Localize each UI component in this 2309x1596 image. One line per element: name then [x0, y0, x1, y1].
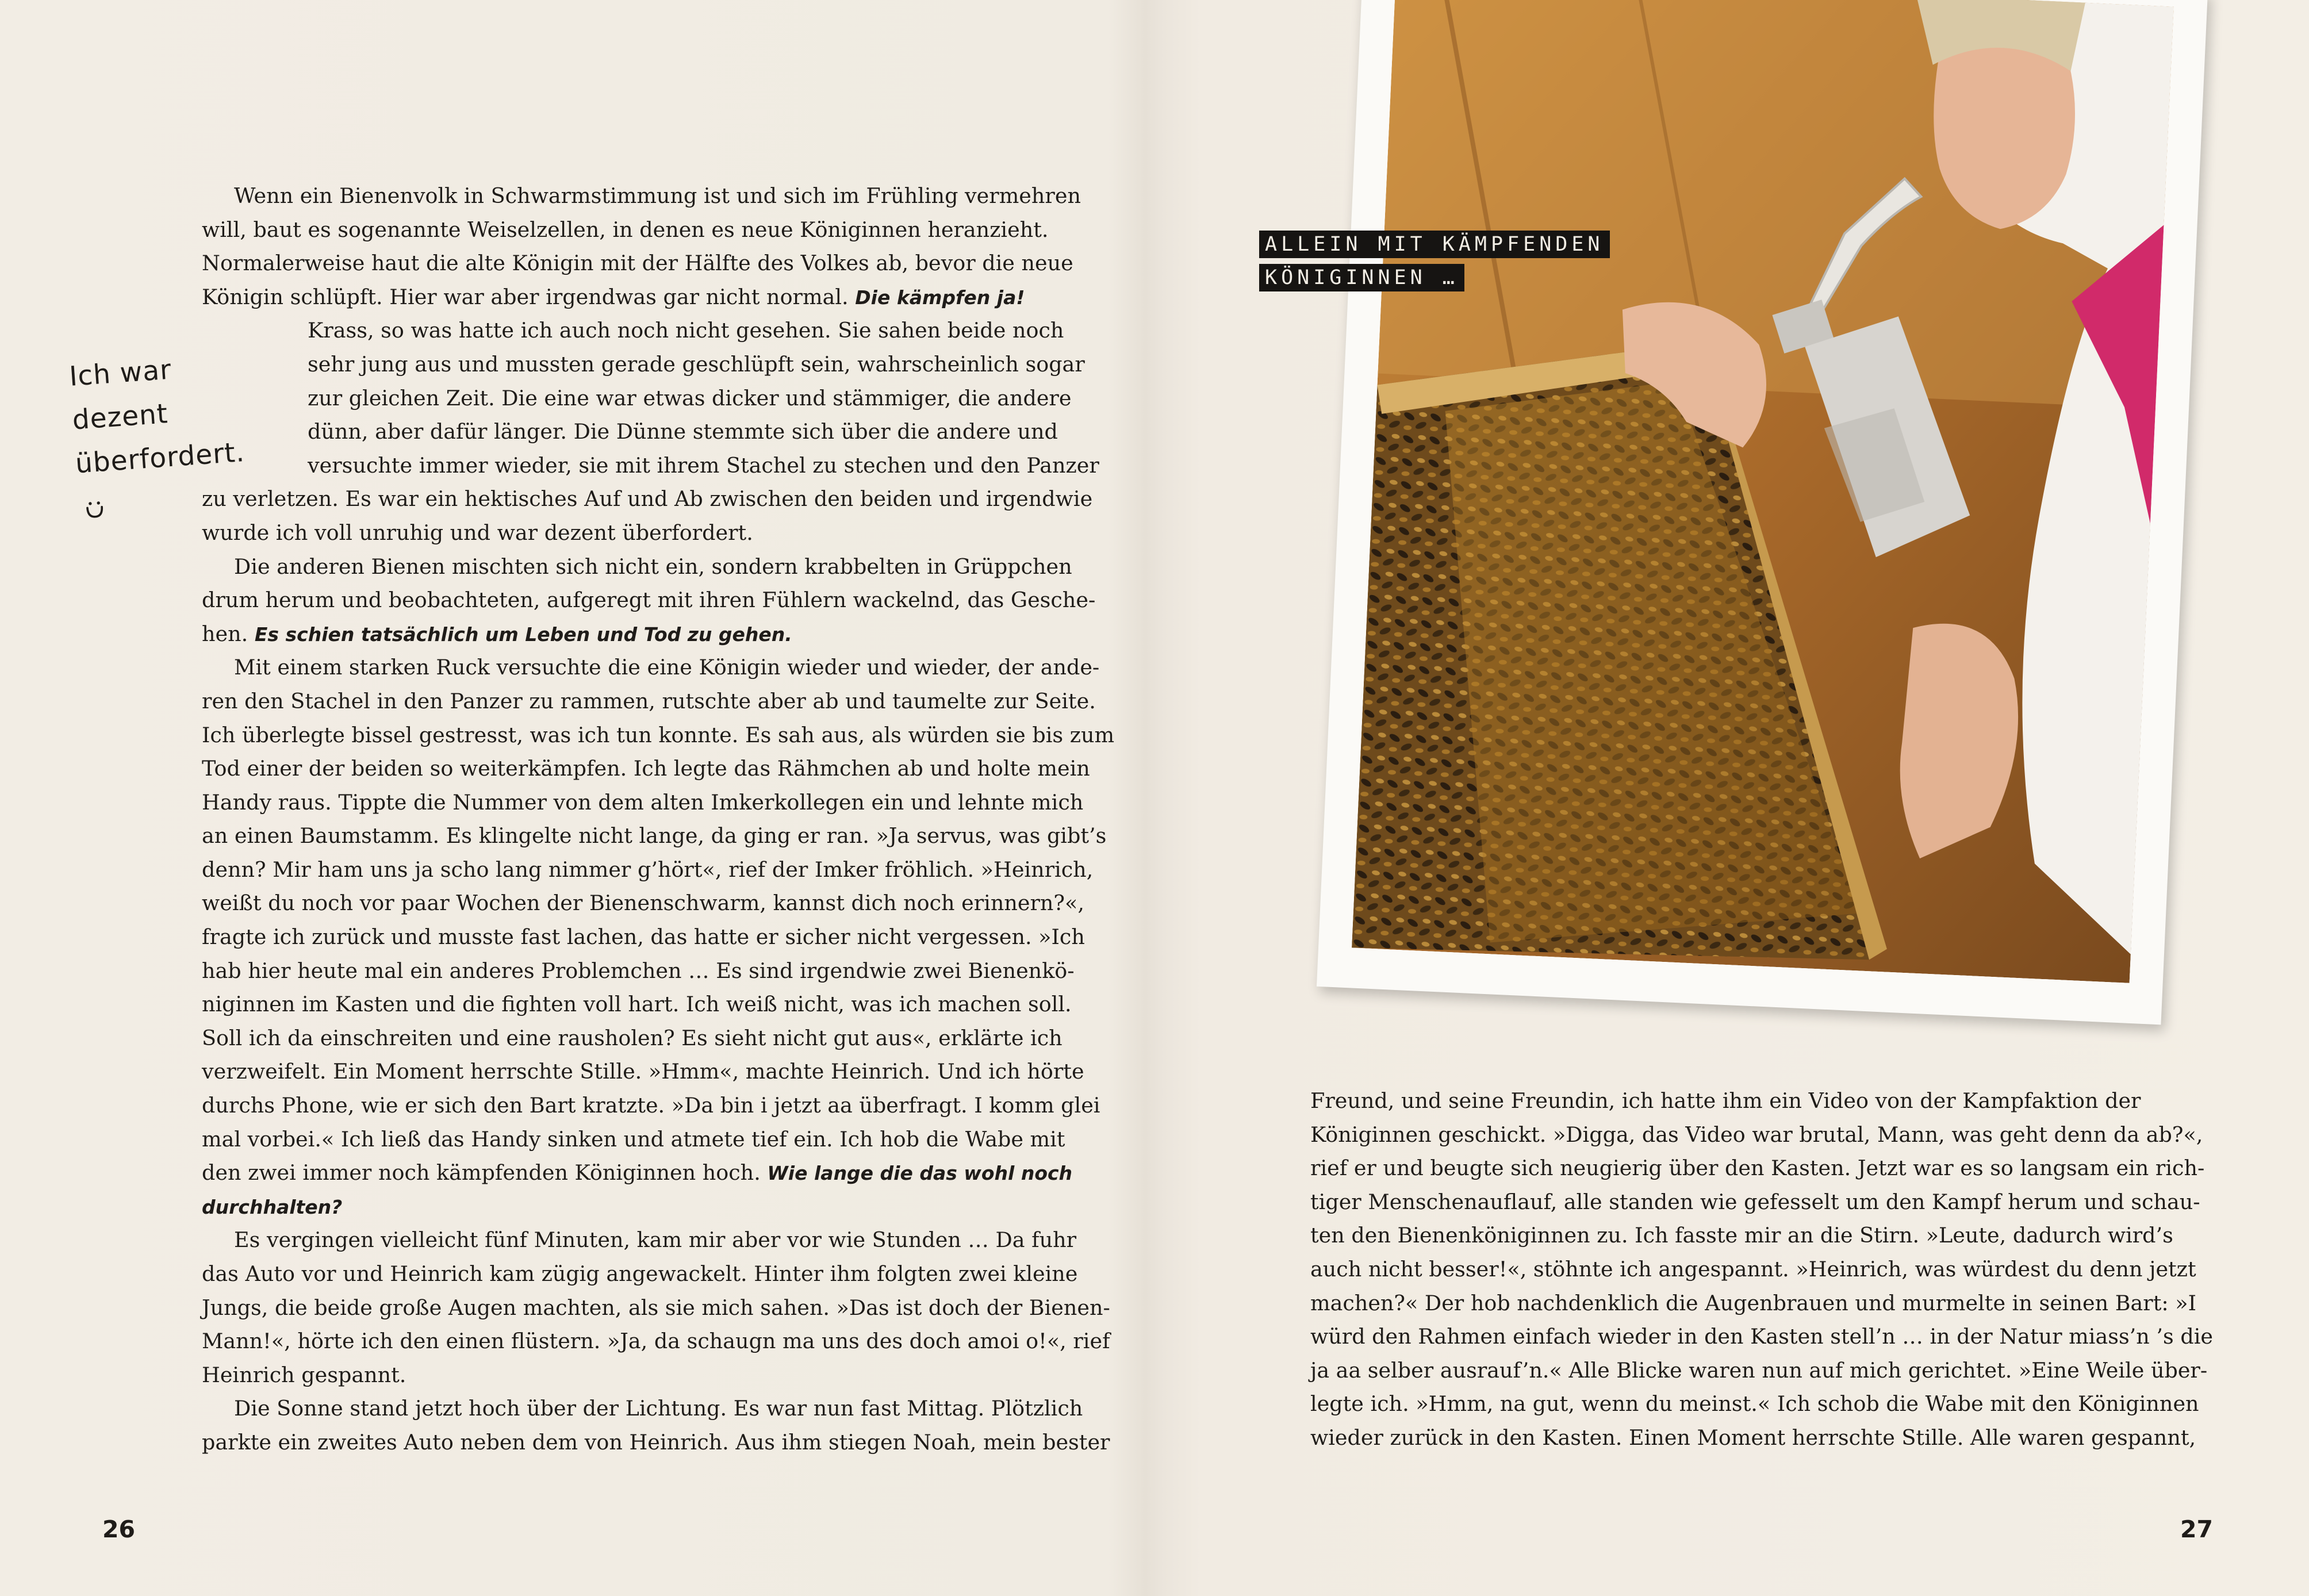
text-line	[202, 1156, 1114, 1190]
text-line-content: an einen Baumstamm. Es klingelte nicht lange, da ging er ran. »Ja servus, was gibt’s	[202, 823, 1107, 849]
text-line-content: Königin schlüpft. Hier war aber irgendwas gar nicht normal.	[202, 284, 849, 309]
emphasis-text: durchhalten?	[202, 1195, 343, 1218]
text-line-content: das Auto vor und Heinrich kam zügig angewackelt. Hinter ihm folgten zwei kleine	[202, 1261, 1078, 1286]
text-line-content: Ich überlegte bissel gestresst, was ich tun konnte. Es sah aus, als würden sie bis zum	[202, 722, 1115, 747]
text-line-content: legte ich. »Hmm, na gut, wenn du meinst.« Ich schob die Wabe mit den Königinnen	[1310, 1391, 2199, 1417]
text-line-content: fragte ich zurück und musste fast lachen, das hatte er sicher nicht vergessen. »Ich	[202, 924, 1085, 950]
text-line-content: verzweifelt. Ein Moment herrschte Stille. »Hmm«, machte Heinrich. Und ich hörte	[202, 1059, 1084, 1084]
right-body-text	[1310, 1084, 2213, 1455]
text-line-content: dünn, aber dafür länger. Die Dünne stemmte sich über die andere und	[308, 419, 1058, 444]
text-line-content: zu verletzen. Es war ein hektisches Auf und Ab zwischen den beiden und irgendwie	[202, 486, 1093, 512]
text-line	[202, 1291, 1114, 1325]
text-line	[202, 1257, 1114, 1291]
text-line	[202, 1089, 1114, 1123]
text-line-content: niginnen im Kasten und die fighten voll hart. Ich weiß nicht, was ich machen soll.	[202, 992, 1072, 1017]
text-line	[202, 1426, 1114, 1460]
text-line	[202, 853, 1114, 887]
text-line	[202, 213, 1114, 247]
text-line	[202, 1359, 1114, 1392]
text-line-content: sehr jung aus und mussten gerade geschlüpft sein, wahrscheinlich sogar	[308, 351, 1085, 377]
page-number-right: 27	[2180, 1516, 2214, 1543]
text-line	[202, 617, 1114, 651]
text-line-content: will, baut es sogenannte Weiselzellen, in denen es neue Königinnen heranzieht.	[202, 217, 1049, 242]
text-line-content: Mit einem starken Ruck versuchte die eine Königin wieder und wieder, der ande-	[234, 655, 1100, 680]
text-line-content: Es vergingen vielleicht fünf Minuten, kam mir aber vor wie Stunden … Da fuhr	[234, 1227, 1077, 1253]
text-line-content: Jungs, die beide große Augen machten, als sie mich sahen. »Das ist doch der Bienen-	[202, 1295, 1110, 1320]
text-line	[202, 179, 1114, 213]
text-line	[202, 449, 1114, 483]
text-line	[202, 1055, 1114, 1089]
text-line	[202, 314, 1114, 348]
emphasis-text: Die kämpfen ja!	[855, 286, 1025, 309]
text-line-content: ren den Stachel in den Panzer zu rammen, rutschte aber ab und taumelte zur Seite.	[202, 688, 1096, 713]
text-line	[202, 348, 1114, 382]
photo-caption-line-1: ALLEIN MIT KÄMPFENDEN	[1259, 231, 1610, 258]
left-page	[0, 0, 1154, 1596]
text-line	[202, 516, 1114, 550]
text-line-content: weißt du noch vor paar Wochen der Bienenschwarm, kannst dich noch erinnern?«,	[202, 891, 1084, 916]
text-line	[202, 1325, 1114, 1359]
photo-caption	[1259, 231, 1610, 297]
text-line	[1310, 1354, 2213, 1388]
text-line-content: den zwei immer noch kämpfenden Königinnen hoch.	[202, 1160, 761, 1186]
emphasis-text: Wie lange die das wohl noch	[767, 1162, 1073, 1185]
text-line-content: würd den Rahmen einfach wieder in den Kasten stell’n … in der Natur miass’n ’s die	[1310, 1324, 2213, 1349]
text-line-content: Krass, so was hatte ich auch noch nicht gesehen. Sie sahen beide noch	[308, 318, 1064, 343]
text-line-content: Die anderen Bienen mischten sich nicht ein, sondern krabbelten in Grüppchen	[234, 554, 1072, 579]
text-line	[202, 1190, 1114, 1224]
text-line	[202, 1123, 1114, 1157]
text-line-content: Tod einer der beiden so weiterkämpfen. Ich legte das Rähmchen ab und holte mein	[202, 756, 1090, 781]
text-line	[1310, 1387, 2213, 1421]
text-line	[202, 584, 1114, 617]
text-line-content: Die Sonne stand jetzt hoch über der Lichtung. Es war nun fast Mittag. Plötzlich	[234, 1396, 1083, 1421]
text-line	[1310, 1320, 2213, 1354]
text-line-content: denn? Mir ham uns ja scho lang nimmer g’hört«, rief der Imker fröhlich. »Heinrich,	[202, 857, 1094, 882]
text-line	[202, 752, 1114, 786]
photo-frame	[1317, 0, 2208, 1025]
text-line	[202, 988, 1114, 1022]
text-line	[202, 415, 1114, 449]
text-line	[202, 382, 1114, 416]
text-line	[202, 786, 1114, 820]
text-line	[202, 247, 1114, 281]
margin-note-line-2: überfordert.	[74, 436, 246, 480]
text-line-content: hen.	[202, 621, 248, 646]
text-line-content: auch nicht besser!«, stöhnte ich angespannt. »Heinrich, was würdest du denn jetzt	[1310, 1256, 2196, 1282]
text-line-content: Heinrich gespannt.	[202, 1362, 406, 1387]
text-line-content: Soll ich da einschreiten und eine rausholen? Es sieht nicht gut aus«, erklärte ich	[202, 1025, 1063, 1050]
text-line	[1310, 1152, 2213, 1186]
text-line-content: drum herum und beobachteten, aufgeregt mit ihren Fühlern wackelnd, das Gesche-	[202, 588, 1096, 613]
margin-note	[68, 342, 281, 530]
text-line-content: ja aa selber ausrauf’n.« Alle Blicke waren nun auf mich gerichtet. »Eine Weile über-	[1310, 1357, 2208, 1383]
text-line-content: versuchte immer wieder, sie mit ihrem Stachel zu stechen und den Panzer	[308, 452, 1099, 478]
text-line-content: zur gleichen Zeit. Die eine war etwas dicker und stämmiger, die andere	[308, 385, 1072, 410]
text-line	[202, 651, 1114, 685]
text-line-content: wurde ich voll unruhig und war dezent überfordert.	[202, 520, 753, 545]
text-line-content: mal vorbei.« Ich ließ das Handy sinken und atmete tief ein. Ich hob die Wabe mit	[202, 1126, 1065, 1152]
text-line	[202, 954, 1114, 988]
text-line	[202, 819, 1114, 853]
text-line-content: tiger Menschenauflauf, alle standen wie gefesselt um den Kampf herum und schau-	[1310, 1189, 2200, 1214]
text-line-content: Normalerweise haut die alte Königin mit der Hälfte des Volkes ab, bevor die neue	[202, 251, 1073, 276]
emphasis-text: Es schien tatsächlich um Leben und Tod zu gehen.	[254, 623, 792, 646]
beekeeper-photo	[1352, 0, 2174, 983]
text-line	[202, 685, 1114, 719]
text-line-content: wieder zurück in den Kasten. Einen Moment herrschte Stille. Alle waren gespannt,	[1310, 1425, 2196, 1450]
text-line-content: hab hier heute mal ein anderes Problemchen … Es sind irgendwie zwei Bienenkö-	[202, 958, 1075, 983]
text-line	[202, 550, 1114, 584]
text-line	[1310, 1084, 2213, 1118]
text-line	[202, 1223, 1114, 1257]
photo-caption-line-2: KÖNIGINNEN …	[1259, 264, 1464, 291]
text-line	[202, 482, 1114, 516]
text-line	[1310, 1421, 2213, 1455]
text-line-content: durchs Phone, wie er sich den Bart kratzte. »Da bin i jetzt aa überfragt. I komm glei	[202, 1093, 1100, 1118]
text-line	[1310, 1118, 2213, 1152]
text-line-content: Handy raus. Tippte die Nummer von dem alten Imkerkollegen ein und lehnte mich	[202, 789, 1084, 815]
text-line	[202, 1392, 1114, 1426]
text-line-content: rief er und beugte sich neugierig über den Kasten. Jetzt war es so langsam ein rich-	[1310, 1156, 2205, 1181]
text-line-content: ten den Bienenköniginnen zu. Ich fasste mir an die Stirn. »Leute, dadurch wird’s	[1310, 1223, 2173, 1248]
text-line	[1310, 1253, 2213, 1287]
text-line-content: Mann!«, hörte ich den einen flüstern. »Ja, da schaugn ma uns des doch amoi o!«, rief	[202, 1329, 1110, 1354]
text-line-content: machen?« Der hob nachdenklich die Augenbrauen und murmelte in seinen Bart: »I	[1310, 1290, 2197, 1315]
text-line	[1310, 1186, 2213, 1219]
margin-note-line-1: Ich war dezent	[68, 354, 173, 436]
text-line	[1310, 1219, 2213, 1253]
text-line-content: Freund, und seine Freundin, ich hatte ihm ein Video von der Kampfaktion der	[1310, 1088, 2141, 1113]
text-line	[202, 887, 1114, 920]
left-body-text	[202, 179, 1114, 1460]
text-line	[202, 1022, 1114, 1056]
text-line-content: Königinnen geschickt. »Digga, das Video war brutal, Mann, was geht denn da ab?«,	[1310, 1122, 2203, 1147]
text-line	[202, 719, 1114, 753]
page-number-left: 26	[102, 1516, 136, 1543]
text-line-content: parkte ein zweites Auto neben dem von Heinrich. Aus ihm stiegen Noah, mein bester	[202, 1429, 1110, 1455]
text-line	[202, 920, 1114, 954]
text-line	[202, 281, 1114, 314]
smiley-icon	[83, 497, 105, 519]
text-line-content: Wenn ein Bienenvolk in Schwarmstimmung ist und sich im Frühling vermehren	[234, 183, 1081, 208]
text-line	[1310, 1287, 2213, 1321]
